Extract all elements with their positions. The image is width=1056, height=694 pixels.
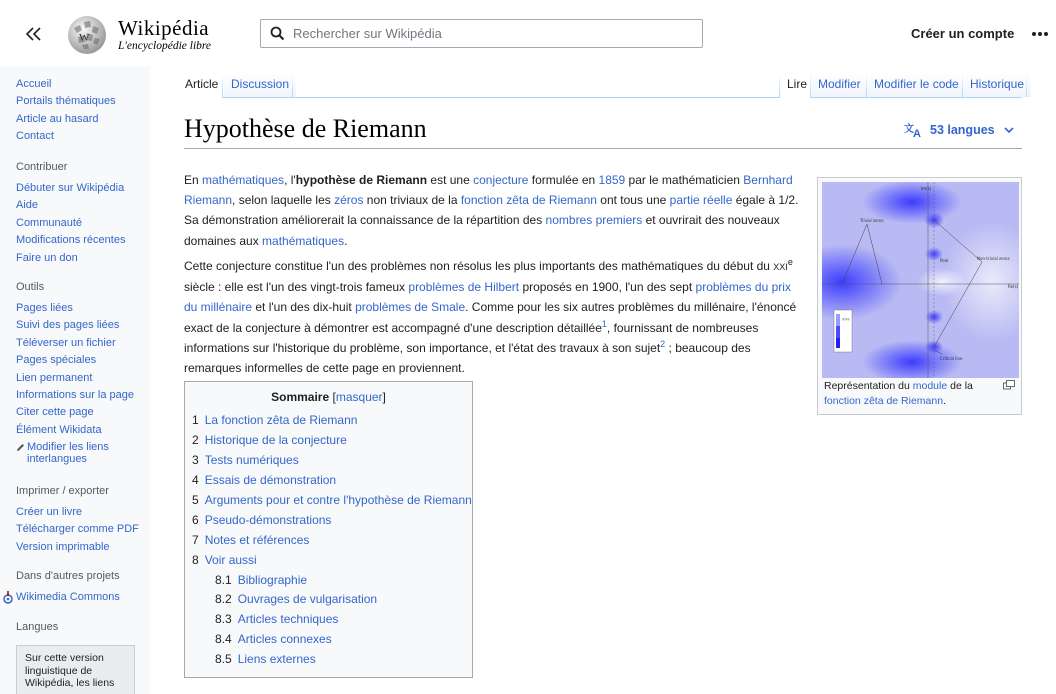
toc-link[interactable]: Articles connexes xyxy=(237,632,332,646)
active-tab-gap xyxy=(780,96,810,98)
toc-item[interactable] xyxy=(192,472,336,488)
text: formulée en xyxy=(528,173,599,187)
sidebar-item-portails[interactable]: Portails thématiques xyxy=(16,95,116,108)
language-selector-button[interactable] xyxy=(904,122,1014,138)
toc-number: 8.1 xyxy=(215,573,232,587)
toc-item[interactable] xyxy=(192,552,257,568)
sidebar-languages xyxy=(16,619,58,636)
logo-tagline: L'encyclopédie libre xyxy=(118,40,212,52)
search-icon xyxy=(261,26,293,41)
link-prix-millenaire[interactable]: problèmes du prix du millénaire xyxy=(184,280,791,315)
sidebar-navigation xyxy=(16,76,116,146)
create-account-link[interactable]: Créer un compte xyxy=(911,26,1015,41)
text: , selon laquelle les xyxy=(232,193,335,208)
enlarge-icon[interactable] xyxy=(1003,380,1015,390)
toc-number: 2 xyxy=(192,433,199,447)
toc-number: 8.2 xyxy=(215,592,232,606)
svg-text:文: 文 xyxy=(904,124,914,135)
toc-subitem[interactable] xyxy=(215,591,377,607)
sidebar-edit-links-row xyxy=(16,441,137,465)
header xyxy=(0,0,1056,66)
sidebar-print xyxy=(16,483,139,556)
logo-title: Wikipédia xyxy=(118,16,210,40)
link-problemes-smale[interactable]: problèmes de Smale xyxy=(355,300,466,315)
tabs-baseline xyxy=(184,97,1022,98)
collapse-menu-button[interactable] xyxy=(20,20,48,48)
toc-link[interactable]: Essais de démonstration xyxy=(204,473,337,487)
text: Représentation du xyxy=(824,380,913,392)
svg-text:Critical line: Critical line xyxy=(940,356,963,361)
pencil-icon xyxy=(16,443,25,452)
sidebar-item-debuter[interactable]: Débuter sur Wikipédia xyxy=(16,182,125,194)
century-superscript: e xyxy=(787,257,793,267)
sidebar-heading-langues: Langues xyxy=(16,621,59,633)
toc-link[interactable]: Bibliographie xyxy=(237,573,308,587)
wikipedia-logo[interactable] xyxy=(66,14,226,56)
svg-text:Non-trivial zeros: Non-trivial zeros xyxy=(977,256,1010,261)
toc-number: 1 xyxy=(192,413,199,427)
table-of-contents xyxy=(184,381,473,678)
chevron-down-icon xyxy=(1004,127,1014,134)
toc-link[interactable]: Voir aussi xyxy=(204,553,257,567)
languages-notice-text: Sur cette version linguistique de Wikipédia, les liens xyxy=(25,652,115,689)
toc-title: Sommaire xyxy=(271,390,330,404)
sidebar-item-pdf[interactable]: Télécharger comme PDF xyxy=(16,523,139,536)
sidebar-item-wikidata[interactable]: Élément Wikidata xyxy=(16,423,102,436)
sidebar-heading-outils: Outils xyxy=(16,281,45,293)
text: ; beaucoup des remarques informelles de cette page en proviennent. xyxy=(184,340,751,376)
wikimedia-commons-icon xyxy=(2,591,14,605)
text: En xyxy=(184,173,203,187)
sidebar-item-citer[interactable]: Citer cette page xyxy=(16,406,94,419)
text: est une xyxy=(427,173,474,187)
svg-text:Im(s): Im(s) xyxy=(921,186,932,191)
tab-separator xyxy=(292,73,293,97)
toc-link[interactable]: Historique de la conjecture xyxy=(204,433,347,447)
text: égale à 1/2. Sa démonstration améliorerait la connaissance de la répartition des xyxy=(184,193,799,228)
sidebar xyxy=(0,66,150,694)
text: siècle : elle est l'un des vingt-trois fameux xyxy=(184,280,409,295)
toc-item[interactable] xyxy=(192,492,472,508)
sidebar-item-aide[interactable]: Aide xyxy=(16,199,39,212)
svg-text:W: W xyxy=(79,32,90,44)
sidebar-item-suivi[interactable]: Suivi des pages liées xyxy=(16,319,120,332)
link-mathematiques-2[interactable]: mathématiques xyxy=(262,233,345,248)
double-chevron-left-icon xyxy=(25,26,43,42)
thumbnail-caption xyxy=(824,379,1004,409)
sidebar-item-imprimable[interactable]: Version imprimable xyxy=(16,540,110,553)
link-mathematiques[interactable]: mathématiques xyxy=(202,173,285,187)
toc-number: 4 xyxy=(192,473,199,487)
toc-subitem[interactable] xyxy=(215,631,332,647)
text: , fournissant de nombreuses informations sur l'historique du problème, son importance, et l'état des travaux à son sujet xyxy=(184,320,759,355)
text: ont tous une xyxy=(596,193,670,208)
toc-item[interactable] xyxy=(192,512,331,528)
text: et l'un des dix-huit xyxy=(252,300,356,315)
wikipedia-globe-icon xyxy=(66,14,108,56)
svg-text:Re(s): Re(s) xyxy=(1008,284,1019,289)
sidebar-item-lien-permanent[interactable]: Lien permanent xyxy=(16,371,93,384)
toc-number: 7 xyxy=(192,533,199,547)
search-input[interactable] xyxy=(293,26,683,41)
svg-text:A: A xyxy=(913,128,921,138)
toc-link[interactable]: Pseudo-démonstrations xyxy=(204,513,332,527)
text: , l' xyxy=(284,173,296,187)
ellipsis-icon xyxy=(1031,31,1049,37)
sidebar-item-televerser[interactable]: Téléverser un fichier xyxy=(16,336,116,349)
link-conjecture[interactable]: conjecture xyxy=(473,173,529,187)
text: et ouvrirait des nouveaux domaines aux xyxy=(184,213,780,248)
tab-discussion[interactable]: Discussion xyxy=(224,73,296,97)
intro-paragraph-2 xyxy=(184,256,802,378)
toc-number: 8.3 xyxy=(215,612,232,626)
svg-text:|ζ(s)|: |ζ(s)| xyxy=(842,317,850,321)
sidebar-heading-projets: Dans d'autres projets xyxy=(16,570,120,582)
toc-number: 8.4 xyxy=(215,632,232,646)
text: . xyxy=(344,233,348,248)
sidebar-item-pages-speciales[interactable]: Pages spéciales xyxy=(16,354,97,367)
zeta-function-image[interactable] xyxy=(822,182,1019,378)
text: de la xyxy=(947,380,973,392)
toc-number: 5 xyxy=(192,493,199,507)
sidebar-contribute xyxy=(16,159,125,267)
sidebar-item-accueil[interactable]: Accueil xyxy=(16,78,52,90)
link-nombres-premiers[interactable]: nombres premiers xyxy=(545,213,643,228)
title-divider xyxy=(184,148,1022,149)
sidebar-projects xyxy=(16,568,120,606)
reference-1[interactable]: 1 xyxy=(601,318,607,329)
toc-subitem[interactable] xyxy=(215,572,307,588)
toc-toggle-link[interactable]: masquer xyxy=(335,390,383,404)
sidebar-heading-contribuer: Contribuer xyxy=(16,161,68,173)
link-bernhard-riemann[interactable]: Bernhard Riemann xyxy=(184,173,793,208)
toc-link[interactable]: La fonction zêta de Riemann xyxy=(204,413,358,427)
toc-number: 6 xyxy=(192,513,199,527)
tab-separator xyxy=(222,73,223,97)
sidebar-item-informations[interactable]: Informations sur la page xyxy=(16,389,135,402)
sidebar-item-contact[interactable]: Contact xyxy=(16,130,54,143)
translate-icon xyxy=(904,122,924,138)
toc-link[interactable]: Liens externes xyxy=(237,652,316,666)
languages-notice-box xyxy=(16,645,135,694)
link-1859[interactable]: 1859 xyxy=(598,173,626,187)
text: . Comme pour les six autres problèmes du millénaire, l'énoncé exact de la conjecture à démontrer est accompagné d'une description détaillée xyxy=(184,300,797,335)
svg-text:Trivial zeros: Trivial zeros xyxy=(860,218,884,223)
tab-lire[interactable]: Lire xyxy=(780,73,814,97)
text: Cette conjecture constitue l'un des problèmes non résolus les plus importants des mathématiques du début du xyxy=(184,259,774,273)
intro-paragraph-1 xyxy=(184,170,802,251)
toc-subitem[interactable] xyxy=(215,651,316,667)
link-partie-reelle[interactable]: partie réelle xyxy=(669,193,733,208)
sidebar-heading-imprimer: Imprimer / exporter xyxy=(16,485,109,497)
tab-modifier[interactable]: Modifier xyxy=(811,73,868,97)
reference-2[interactable]: 2 xyxy=(660,338,666,349)
toc-header: Sommaire [masquer] xyxy=(271,390,386,404)
link-zeros[interactable]: zéros xyxy=(334,193,364,208)
link-fonction-zeta[interactable]: fonction zêta de Riemann xyxy=(460,193,597,208)
sidebar-item-pages-liees[interactable]: Pages liées xyxy=(16,302,73,314)
toc-subitem[interactable] xyxy=(215,611,338,627)
tab-historique[interactable]: Historique xyxy=(963,73,1031,97)
link-problemes-hilbert[interactable]: problèmes de Hilbert xyxy=(408,280,520,295)
sidebar-item-communaute[interactable]: Communauté xyxy=(16,216,83,229)
toc-link[interactable]: Ouvrages de vulgarisation xyxy=(237,592,378,606)
text: . xyxy=(943,395,946,407)
text: proposés en 1900, l'un des sept xyxy=(519,280,696,295)
search-box[interactable] xyxy=(260,19,703,48)
toc-item[interactable] xyxy=(192,412,357,428)
century-small-caps: XXI xyxy=(773,262,788,272)
more-options-button[interactable] xyxy=(1030,24,1050,44)
tab-modifier-code[interactable]: Modifier le code xyxy=(867,73,966,97)
tab-article[interactable]: Article xyxy=(178,73,225,97)
subject-bold: hypothèse de Riemann xyxy=(295,173,428,187)
wordmark xyxy=(118,17,211,53)
toc-link[interactable]: Notes et références xyxy=(204,533,310,547)
toc-number: 8.5 xyxy=(215,652,232,666)
active-tab-gap xyxy=(184,96,222,98)
toc-link[interactable]: Articles techniques xyxy=(237,612,339,626)
language-count: 53 langues xyxy=(930,123,995,137)
sidebar-tools xyxy=(16,279,137,465)
svg-text:Pole: Pole xyxy=(940,258,949,263)
sidebar-item-don[interactable]: Faire un don xyxy=(16,251,78,264)
text: par le mathématicien xyxy=(625,173,744,187)
link-module[interactable]: module xyxy=(912,380,948,392)
toc-item[interactable] xyxy=(192,532,309,548)
tab-separator xyxy=(1026,73,1027,97)
page-title: Hypothèse de Riemann xyxy=(184,114,427,143)
sidebar-item-creer-livre[interactable]: Créer un livre xyxy=(16,506,83,518)
sidebar-item-modifications[interactable]: Modifications récentes xyxy=(16,234,126,247)
toc-link[interactable]: Arguments pour et contre l'hypothèse de Riemann xyxy=(204,493,472,507)
sidebar-item-commons[interactable]: Wikimedia Commons xyxy=(16,591,120,603)
sidebar-item-modifier-liens[interactable]: Modifier les liens interlangues xyxy=(27,441,109,466)
sidebar-item-hasard[interactable]: Article au hasard xyxy=(16,112,99,125)
toc-item[interactable] xyxy=(192,432,347,448)
toc-number: 3 xyxy=(192,453,199,467)
text: non triviaux de la xyxy=(363,193,461,208)
toc-link[interactable]: Tests numériques xyxy=(204,453,299,467)
toc-item[interactable] xyxy=(192,452,299,468)
thumbnail-figure xyxy=(817,177,1022,415)
link-fonction-zeta-caption[interactable]: fonction zêta de Riemann xyxy=(824,395,944,407)
toc-number: 8 xyxy=(192,553,199,567)
